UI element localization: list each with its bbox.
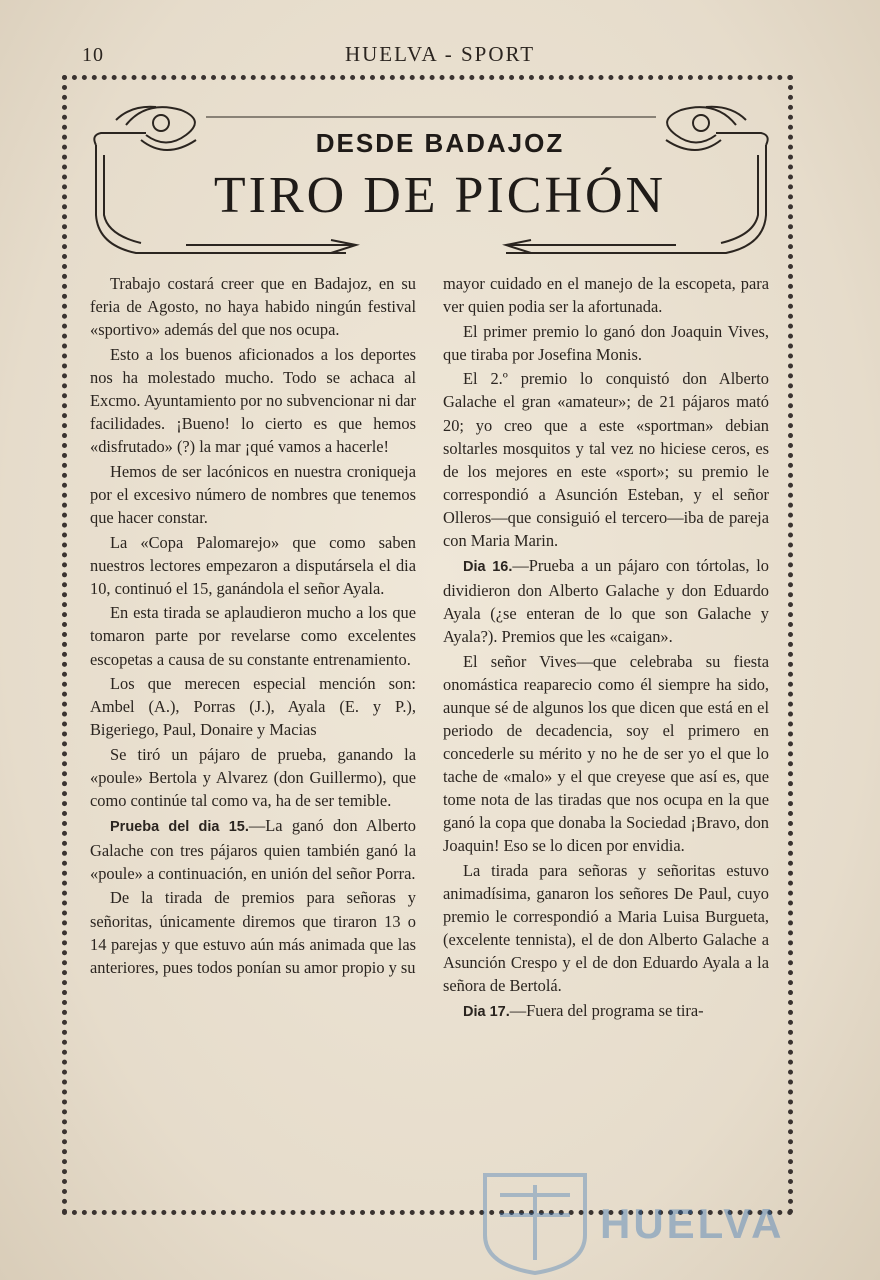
paragraph: Se tiró un pájaro de prueba, ganando la «poule» Bertola y Alvarez (don Guillermo), que como continúe tal como va, ha de ser temible. (90, 744, 416, 811)
publication-title: HUELVA - SPORT (344, 42, 536, 66)
day16-text: —Prueba a un pájaro con tórtolas, lo dividieron don Alberto Galache y don Eduardo Ayala (¿se enteran de lo que son Galache y Ayala?). Premios que les «caigan». (443, 555, 769, 646)
paragraph-day15 (90, 814, 416, 885)
paragraph-day17 (443, 999, 769, 1024)
paragraph-day16 (443, 554, 769, 648)
paragraph: La «Copa Palomarejo» que como saben nuestros lectores empezaron a disputársela el dia 10, continuó el 15, ganándola el señor Ayala. (90, 532, 416, 598)
article-kicker: DESDE BADAJOZ (315, 128, 565, 158)
day16-label: Dia 16. (463, 558, 513, 575)
article-headline: TIRO DE PICHÓN (213, 167, 667, 224)
page-number: 10 (82, 44, 104, 66)
watermark-text: HUELVA (600, 1200, 785, 1247)
paragraph: La tirada para señoras y señoritas estuvo animadísima, ganaron los señores De Paul, cuyo premio le correspondió a Maria Luisa Burgueta, (excelente tennista), el de don Alberto Galache a Asunción Crespo y el de don Eduardo Ayala a la señora de Bertolá. (443, 860, 769, 996)
day17-text: —Fuera del programa se tira- (509, 1000, 704, 1020)
paragraph: Los que merecen especial mención son: Ambel (A.), Porras (J.), Ayala (E. y P.), Bigeriego, Paul, Donaire y Macias (90, 674, 416, 740)
paragraph: El 2.º premio lo conquistó don Alberto Galache el gran «amateur»; de 21 pájaros mató 20; yo creo que a este «sportman» debian soltarles mosquitos y tal vez no hiciese ceros, es de los mejores en este «sport»; su premio le correspondió a Asunción Esteban, y el señor Olleros—que consiguió el tercero—iba de pareja con Maria Marin. (443, 369, 769, 551)
right-column (443, 272, 769, 1026)
paragraph: Trabajo costará creer que en Badajoz, en su feria de Agosto, no haya habido ningún festival «sportivo» además del que nos ocupa. (90, 274, 416, 340)
day17-label: Dia 17. (463, 1003, 510, 1020)
paragraph: Hemos de ser lacónicos en nuestra croniqueja por el excesivo número de nombres que tenemos que hacer constar. (90, 461, 416, 527)
left-column (90, 272, 416, 980)
day15-label: Prueba del dia 15. (110, 818, 249, 835)
paragraph: De la tirada de premios para señoras y señoritas, únicamente diremos que tiraron 13 o 14 parejas y que estuvo aún más animada que las anteriores, pues todos ponían su amor propio y su (90, 888, 416, 977)
day15-text: —La ganó don Alberto Galache con tres pájaros quien también ganó la «poule» a continuación, en unión del señor Porra. (90, 815, 416, 883)
paragraph: En esta tirada se aplaudieron mucho a los que tomaron parte por revelarse como excelentes escopetas a causa de su constante entrenamiento. (90, 603, 416, 669)
paragraph: Esto a los buenos aficionados a los deportes nos ha molestado mucho. Todo se achaca al Excmo. Ayuntamiento por no subvencionar ni dar facilidades. ¡Bueno! lo cierto es que hemos «disfrutado» (?) la mar ¡qué vamos a hacerle! (90, 344, 416, 457)
paragraph-continued: mayor cuidado en el manejo de la escopeta, para ver quien podia ser la afortunada. (443, 274, 769, 317)
paragraph: El señor Vives—que celebraba su fiesta onomástica reaparecio como él siempre ha sido, aunque sé de algunos los que dicen que está en el periodo de decadencia, soy el primero en concederle su mérito y no he de ser yo el que lo tache de «malo» y el que creyese que así es, que tome nota de las tiradas que nos ocupa en la que ganó la copa que donaba la Sociedad ¡Bravo, don Joaquin! Eso se lo dicen por envidia. (443, 651, 769, 856)
paragraph: El primer premio lo ganó don Joaquin Vives, que tiraba por Josefina Monis. (443, 321, 769, 364)
